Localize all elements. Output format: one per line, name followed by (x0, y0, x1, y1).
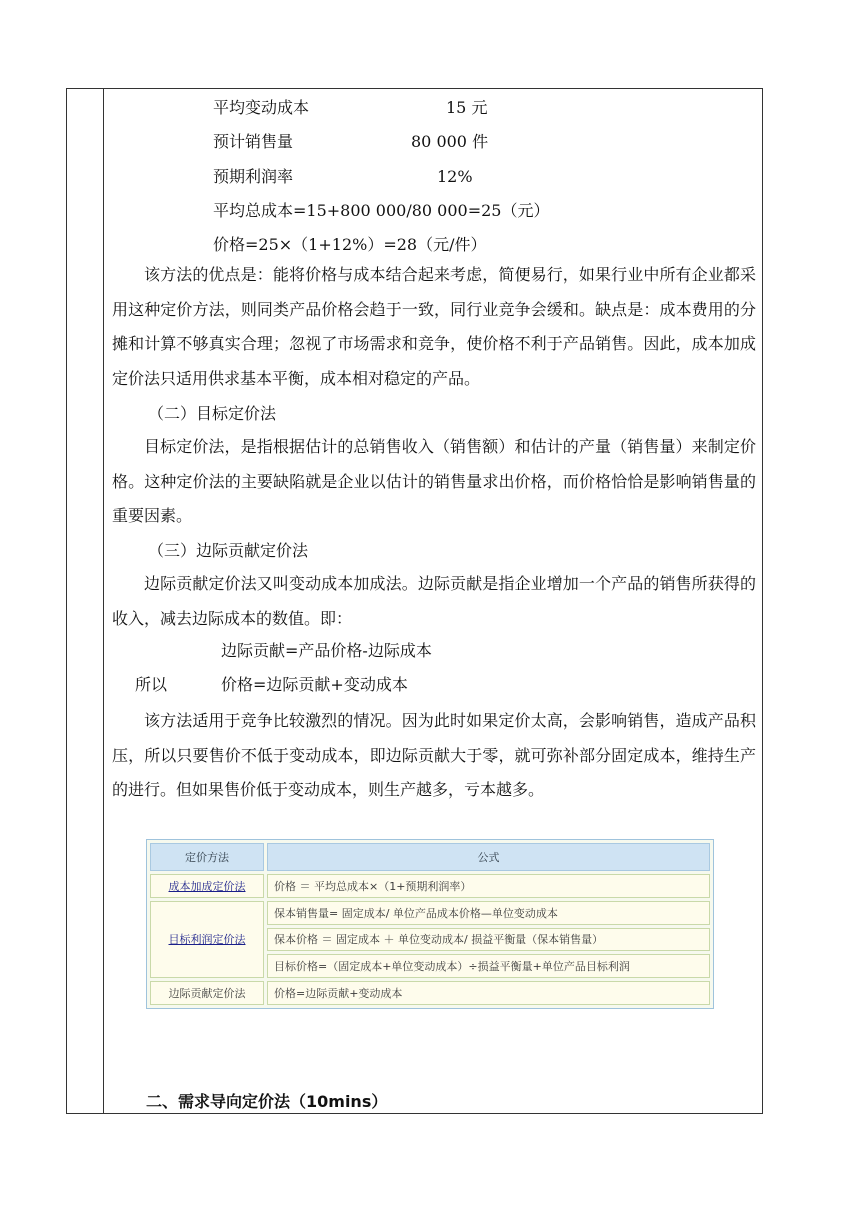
marginal-formula-2: 价格=边际贡献+变动成本 (221, 675, 408, 694)
calc-price: 价格=25×（1+12%）=28（元/件） (213, 235, 487, 254)
method-cost-plus-link[interactable]: 成本加成定价法 (150, 874, 264, 898)
calc-avg-total-cost: 平均总成本=15+800 000/80 000=25（元） (213, 201, 550, 220)
marginal-application-paragraph: 该方法适用于竞争比较激烈的情况。因为此时如果定价太高，会影响销售，造成产品积压，所以只要售价不低于变动成本，即边际贡献大于零，就可弥补部分固定成本，维持生产的进行。但如果售价低于变动成本，则生产越多，亏本越多。 (112, 711, 756, 799)
example-value-expected-margin: 12% (437, 167, 473, 186)
formula-breakeven-volume: 保本销售量= 固定成本/ 单位产品成本价格—单位变动成本 (267, 901, 710, 925)
formula-cost-plus: 价格 ＝ 平均总成本×（1+预期利润率） (267, 874, 710, 898)
pricing-formula-table (146, 839, 714, 1009)
marginal-pricing-heading: （三）边际贡献定价法 (148, 541, 309, 560)
column-divider (103, 88, 104, 1114)
method-marginal-contribution: 边际贡献定价法 (150, 981, 264, 1005)
table-header-formula: 公式 (267, 843, 710, 871)
formula-target-price: 目标价格=（固定成本+单位变动成本）÷损益平衡量+单位产品目标利润 (267, 954, 710, 978)
marginal-pricing-paragraph: 边际贡献定价法又叫变动成本加成法。边际贡献是指企业增加一个产品的销售所获得的收入，减去边际成本的数值。即： (112, 574, 756, 628)
formula-marginal-contribution: 价格=边际贡献+变动成本 (267, 981, 710, 1005)
so-label: 所以 (135, 675, 168, 694)
cost-plus-evaluation-paragraph: 该方法的优点是：能将价格与成本结合起来考虑，简便易行，如果行业中所有企业都采用这种定价方法，则同类产品价格会趋于一致，同行业竞争会缓和。缺点是：成本费用的分摊和计算不够真实合理；忽视了市场需求和竞争，使价格不利于产品销售。因此，成本加成定价法只适用供求基本平衡，成本相对稳定的产品。 (112, 265, 756, 388)
example-label-expected-sales: 预计销售量 (213, 132, 294, 151)
method-target-profit-link[interactable]: 目标利润定价法 (150, 901, 264, 978)
target-pricing-heading: （二）目标定价法 (148, 404, 277, 423)
target-pricing-paragraph: 目标定价法，是指根据估计的总销售收入（销售额）和估计的产量（销售量）来制定价格。这种定价法的主要缺陷就是企业以估计的销售量求出价格，而价格恰恰是影响销售量的重要因素。 (112, 437, 756, 525)
formula-breakeven-price: 保本价格 ＝ 固定成本 ＋ 单位变动成本/ 损益平衡量（保本销售量） (267, 928, 710, 952)
example-value-expected-sales: 80 000 件 (411, 132, 489, 151)
example-label-expected-margin: 预期利润率 (213, 167, 294, 186)
table-header-method: 定价方法 (150, 843, 264, 871)
example-value-avg-variable-cost: 15 元 (446, 98, 488, 117)
marginal-formula-1: 边际贡献=产品价格-边际成本 (221, 641, 432, 660)
section-2-heading: 二、需求导向定价法（10mins） (146, 1092, 388, 1111)
example-label-avg-variable-cost: 平均变动成本 (213, 98, 310, 117)
